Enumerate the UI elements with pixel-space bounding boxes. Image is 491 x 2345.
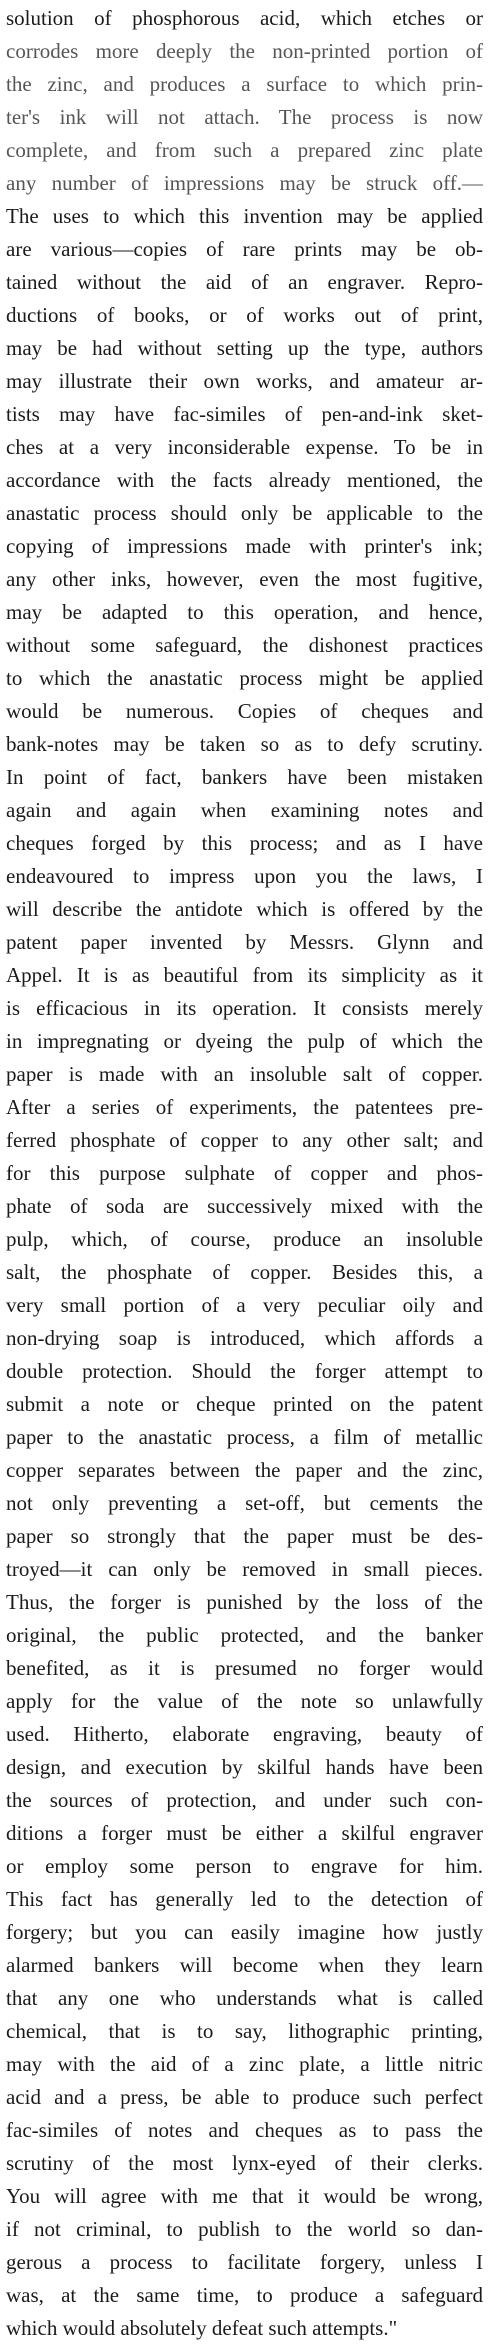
text-line: Appel. It is as beautiful from its simplicity as it (6, 963, 483, 987)
text-line: chemical, that is to say, lithographic printing, (6, 2019, 483, 2043)
text-line: any number of impressions may be struck off.— (6, 171, 483, 195)
text-line: accordance with the facts already mentioned, the (6, 468, 483, 492)
text-line: are various—copies of rare prints may be ob- (6, 237, 483, 261)
text-line: pulp, which, of course, produce an insoluble (6, 1227, 483, 1251)
text-line: phate of soda are successively mixed with the (6, 1194, 483, 1218)
text-line: acid and a press, be able to produce such perfect (6, 2085, 483, 2109)
text-line: to which the anastatic process might be applied (6, 666, 483, 690)
text-line: ter's ink will not attach. The process is now (6, 105, 483, 129)
text-line: troyed—it can only be removed in small pieces. (6, 1557, 483, 1581)
text-line: that any one who understands what is called (6, 1986, 483, 2010)
text-line: original, the public protected, and the banker (6, 1623, 483, 1647)
text-line: Thus, the forger is punished by the loss of the (6, 1590, 483, 1614)
text-line: would be numerous. Copies of cheques and (6, 699, 483, 723)
text-line: ches at a very inconsiderable expense. To be in (6, 435, 483, 459)
text-line: was, at the same time, to produce a safeguard (6, 2283, 483, 2307)
text-line: any other inks, however, even the most fugitive, (6, 567, 483, 591)
text-line: apply for the value of the note so unlawfully (6, 1689, 483, 1713)
text-line: alarmed bankers will become when they learn (6, 1953, 483, 1977)
text-line: may be adapted to this operation, and hence, (6, 600, 483, 624)
text-line: anastatic process should only be applicable to the (6, 501, 483, 525)
text-line: again and again when examining notes and (6, 798, 483, 822)
text-line: paper so strongly that the paper must be des- (6, 1524, 483, 1548)
text-line: benefited, as it is presumed no forger would (6, 1656, 483, 1680)
text-line: which would absolutely defeat such attempts." (6, 2316, 398, 2340)
text-line: paper is made with an insoluble salt of copper. (6, 1062, 483, 1086)
text-line: fac-similes of notes and cheques as to pass the (6, 2118, 483, 2142)
text-line: tained without the aid of an engraver. Repro- (6, 270, 483, 294)
text-line: The uses to which this invention may be applied (6, 204, 483, 228)
text-line: cheques forged by this process; and as I have (6, 831, 483, 855)
text-line: This fact has generally led to the detection of (6, 1887, 483, 1911)
text-line: complete, and from such a prepared zinc plate (6, 138, 483, 162)
text-line: copying of impressions made with printer's ink; (6, 534, 483, 558)
text-line: ditions a forger must be either a skilful engraver (6, 1821, 483, 1845)
text-line: salt, the phosphate of copper. Besides this, a (6, 1260, 483, 1284)
text-line: patent paper invented by Messrs. Glynn and (6, 930, 483, 954)
text-line: bank-notes may be taken so as to defy scrutiny. (6, 732, 483, 756)
text-line: or employ some person to engrave for him. (6, 1854, 483, 1878)
text-line: gerous a process to facilitate forgery, unless I (6, 2250, 483, 2274)
text-line: ferred phosphate of copper to any other salt; and (6, 1128, 483, 1152)
text-line: may be had without setting up the type, authors (6, 336, 483, 360)
text-line: is efficacious in its operation. It consists merely (6, 996, 483, 1020)
text-line: In point of fact, bankers have been mistaken (6, 765, 483, 789)
text-line: for this purpose sulphate of copper and phos- (6, 1161, 483, 1185)
text-line: not only preventing a set-off, but cements the (6, 1491, 483, 1515)
text-line: forgery; but you can easily imagine how justly (6, 1920, 483, 1944)
text-line: solution of phosphorous acid, which etches or (6, 6, 483, 30)
text-line: endeavoured to impress upon you the laws, I (6, 864, 483, 888)
article-column (6, 2, 483, 2345)
text-line: will describe the antidote which is offered by the (6, 897, 483, 921)
text-line: double protection. Should the forger attempt to (6, 1359, 483, 1383)
text-line: the zinc, and produces a surface to which prin- (6, 72, 483, 96)
text-line: submit a note or cheque printed on the patent (6, 1392, 483, 1416)
text-line: paper to the anastatic process, a film of metallic (6, 1425, 483, 1449)
text-line: non-drying soap is introduced, which affords a (6, 1326, 483, 1350)
text-line: ductions of books, or of works out of print, (6, 303, 483, 327)
text-line: without some safeguard, the dishonest practices (6, 633, 483, 657)
text-line: You will agree with me that it would be wrong, (6, 2184, 483, 2208)
text-line: the sources of protection, and under such con- (6, 1788, 483, 1812)
text-line: used. Hitherto, elaborate engraving, beauty of (6, 1722, 483, 1746)
text-line: if not criminal, to publish to the world so dan- (6, 2217, 483, 2241)
text-line: corrodes more deeply the non-printed portion of (6, 39, 483, 63)
text-line: scrutiny of the most lynx-eyed of their clerks. (6, 2151, 483, 2175)
text-line: After a series of experiments, the patentees pre- (6, 1095, 483, 1119)
text-line: may with the aid of a zinc plate, a little nitric (6, 2052, 483, 2076)
text-line: design, and execution by skilful hands have been (6, 1755, 483, 1779)
text-line: copper separates between the paper and the zinc, (6, 1458, 483, 1482)
text-line: in impregnating or dyeing the pulp of which the (6, 1029, 483, 1053)
text-line: tists may have fac-similes of pen-and-ink sket- (6, 402, 483, 426)
text-line: very small portion of a very peculiar oily and (6, 1293, 483, 1317)
text-line: may illustrate their own works, and amateur ar- (6, 369, 483, 393)
